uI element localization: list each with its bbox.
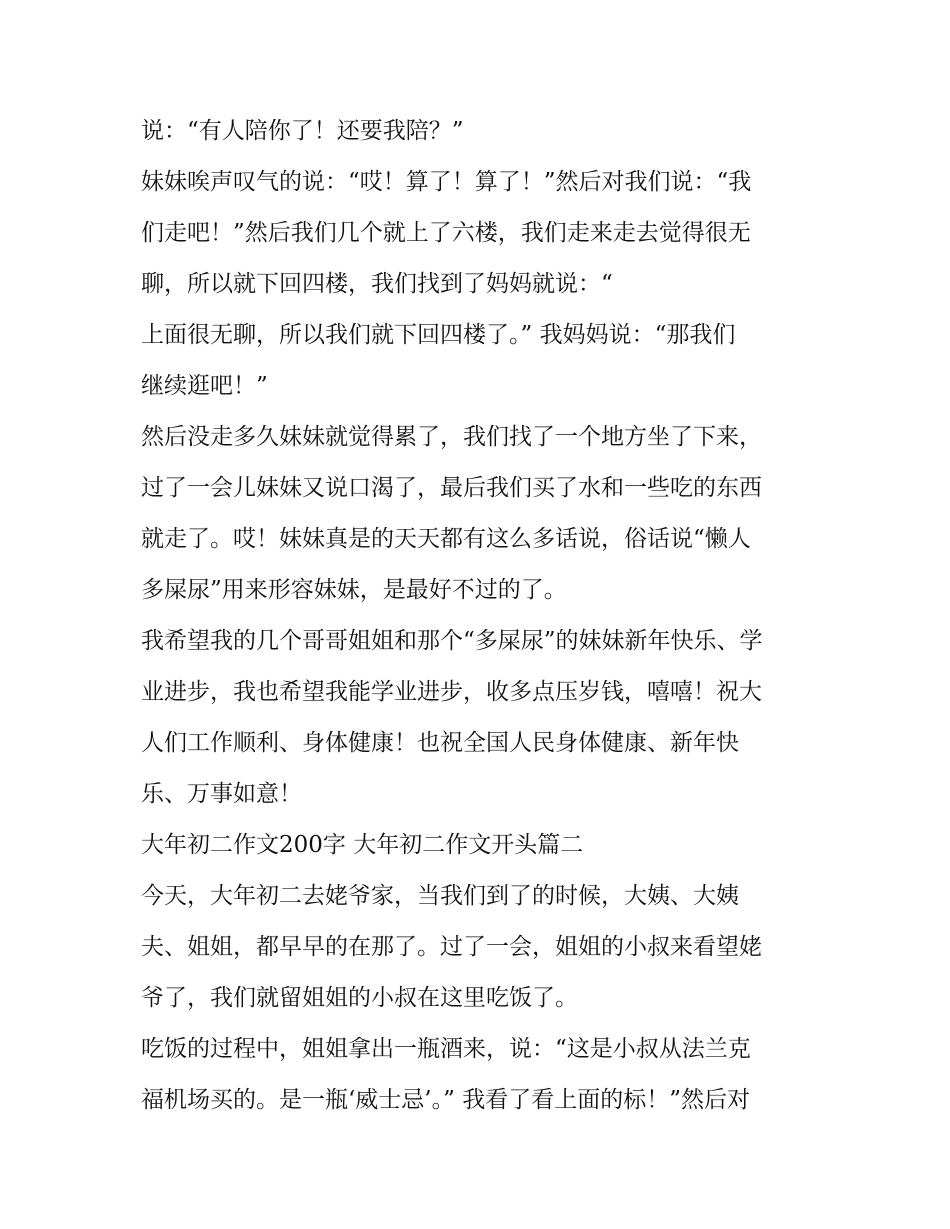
text-line: 多屎尿”用来形容妹妹，是最好不过的了。 (141, 577, 567, 603)
text-line: 我希望我的几个哥哥姐姐和那个“多屎尿”的妹妹新年快乐、学 (141, 628, 763, 654)
text-line: 业进步，我也希望我能学业进步，收多点压岁钱，嘻嘻！祝大 (141, 679, 762, 705)
text-line: 继续逛吧！” (141, 373, 268, 399)
section-heading: 大年初二作文200字 大年初二作文开头篇二 (141, 832, 584, 858)
text-line: 吃饭的过程中，姐姐拿出一瓶酒来，说：“这是小叔从法兰克 (141, 1036, 751, 1062)
text-line: 妹妹唉声叹气的说：“哎！算了！算了！”然后对我们说：“我 (141, 169, 752, 195)
text-line: 然后没走多久妹妹就觉得累了，我们找了一个地方坐了下来， (141, 424, 762, 450)
text-line: 上面很无聊，所以我们就下回四楼了。” 我妈妈说：“那我们 (141, 322, 736, 348)
text-line: 聊，所以就下回四楼，我们找到了妈妈就说：“ (141, 271, 613, 297)
text-line: 说：“有人陪你了！还要我陪？” (141, 118, 464, 144)
text-line: 人们工作顺利、身体健康！也祝全国人民身体健康、新年快 (141, 730, 739, 756)
text-line: 过了一会儿妹妹又说口渴了，最后我们买了水和一些吃的东西 (141, 475, 762, 501)
document-body (141, 106, 821, 1126)
text-line: 福机场买的。是一瓶‘威士忌’。” 我看了看上面的标！”然后对 (141, 1087, 750, 1113)
text-line: 们走吧！”然后我们几个就上了六楼，我们走来走去觉得很无 (141, 220, 751, 246)
text-line: 就走了。哎！妹妹真是的天天都有这么多话说，俗话说“懒人 (141, 526, 751, 552)
text-line: 今天，大年初二去姥爷家，当我们到了的时候，大姨、大姨 (141, 883, 739, 909)
text-line: 夫、姐姐，都早早的在那了。过了一会，姐姐的小叔来看望姥 (141, 934, 762, 960)
text-line: 乐、万事如意！ (141, 781, 302, 807)
text-line: 爷了，我们就留姐姐的小叔在这里吃饭了。 (141, 985, 578, 1011)
